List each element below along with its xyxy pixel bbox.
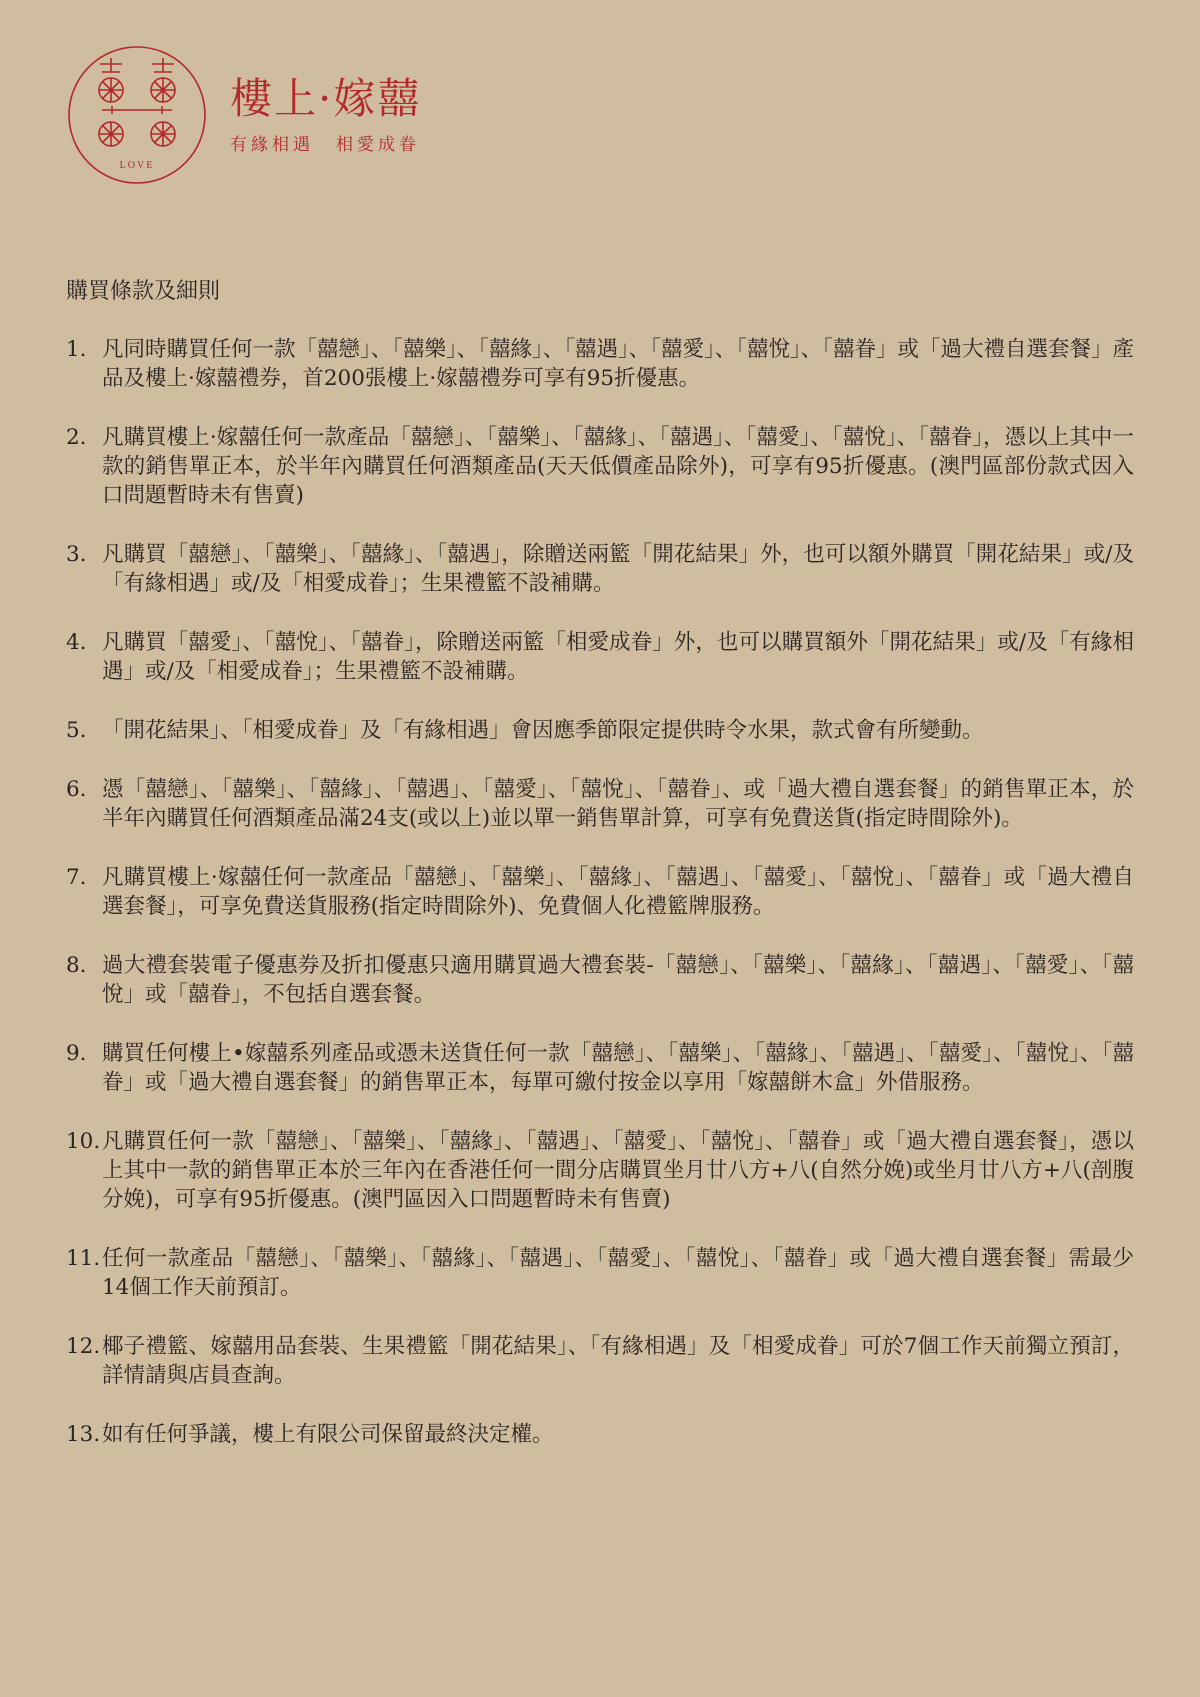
tagline-right: 相愛成眷 [336,135,420,155]
term-item [66,775,1134,833]
brand-header [66,42,486,192]
term-text: 凡購買任何一款「囍戀」、「囍樂」、「囍緣」、「囍遇」、「囍愛」、「囍悅」、「囍眷」或「過大禮自選套餐」，憑以上其中一款的銷售單正本於三年內在香港任何一間分店購買坐月廿八方+八(自然分娩)或坐月廿八方+八(剖腹分娩)，可享有95折優惠。(澳門區因入口問題暫時未有售賣) [102,1129,1134,1212]
term-item [66,540,1134,598]
term-text: 凡購買「囍戀」、「囍樂」、「囍緣」、「囍遇」，除贈送兩籃「開花結果」外，也可以額外購買「開花結果」或/及「有緣相遇」或/及「相愛成眷」；生果禮籃不設補購。 [102,542,1134,596]
term-text: 任何一款產品「囍戀」、「囍樂」、「囍緣」、「囍遇」、「囍愛」、「囍悅」、「囍眷」或「過大禮自選套餐」需最少14個工作天前預訂。 [102,1246,1134,1300]
term-item [66,1244,1134,1302]
term-text: 購買任何樓上•嫁囍系列產品或憑未送貨任何一款「囍戀」、「囍樂」、「囍緣」、「囍遇」、「囍愛」、「囍悅」、「囍眷」或「過大禮自選套餐」的銷售單正本，每單可繳付按金以享用「嫁囍餅木盒」外借服務。 [102,1041,1134,1095]
term-item [66,951,1134,1009]
logo-badge-text: LOVE [119,160,155,171]
term-number: 4. [66,630,87,655]
term-item [66,1127,1134,1214]
term-number: 9. [66,1041,87,1066]
term-item [66,863,1134,921]
term-item [66,335,1134,393]
term-item [66,423,1134,510]
document-title: 購買條款及細則 [66,279,221,304]
term-text: 憑「囍戀」、「囍樂」、「囍緣」、「囍遇」、「囍愛」、「囍悅」、「囍眷」、或「過大禮自選套餐」的銷售單正本，於半年內購買任何酒類產品滿24支(或以上)並以單一銷售單計算，可享有免費送貨(指定時間除外)。 [102,777,1134,831]
term-number: 10. [66,1129,101,1154]
double-happiness-logo [66,42,208,188]
term-text: 凡購買樓上·嫁囍任何一款產品「囍戀」、「囍樂」、「囍緣」、「囍遇」、「囍愛」、「囍悅」、「囍眷」或「過大禮自選套餐」，可享免費送貨服務(指定時間除外)、免費個人化禮籃牌服務。 [102,865,1134,919]
term-item [66,1039,1134,1097]
term-item [66,1420,1134,1449]
term-number: 6. [66,777,87,802]
terms-list [66,335,1134,1449]
term-number: 5. [66,718,87,743]
term-number: 2. [66,425,87,450]
term-item [66,628,1134,686]
brand-tagline [230,130,421,155]
term-number: 1. [66,337,87,362]
term-text: 過大禮套裝電子優惠券及折扣優惠只適用購買過大禮套裝-「囍戀」、「囍樂」、「囍緣」、「囍遇」、「囍愛」、「囍悅」或「囍眷」，不包括自選套餐。 [102,953,1134,1007]
term-number: 3. [66,542,87,567]
brand-block [230,74,422,155]
brand-name: 樓上·嫁囍 [230,74,422,123]
term-text: 「開花結果」、「相愛成眷」及「有緣相遇」會因應季節限定提供時令水果，款式會有所變動。 [102,718,984,743]
term-item [66,716,1134,745]
term-text: 凡同時購買任何一款「囍戀」、「囍樂」、「囍緣」、「囍遇」、「囍愛」、「囍悅」、「囍眷」或「過大禮自選套餐」產品及樓上·嫁囍禮券，首200張樓上·嫁囍禮券可享有95折優惠。 [102,337,1135,391]
term-text: 凡購買樓上·嫁囍任何一款產品「囍戀」、「囍樂」、「囍緣」、「囍遇」、「囍愛」、「囍悅」、「囍眷」，憑以上其中一款的銷售單正本，於半年內購買任何酒類產品(天天低價產品除外)，可享有95折優惠。(澳門區部份款式因入口問題暫時未有售賣) [102,425,1134,508]
term-number: 13. [66,1422,101,1447]
term-text: 如有任何爭議，樓上有限公司保留最終決定權。 [102,1422,554,1447]
term-number: 7. [66,865,87,890]
term-number: 8. [66,953,87,978]
term-text: 凡購買「囍愛」、「囍悅」、「囍眷」，除贈送兩籃「相愛成眷」外，也可以購買額外「開花結果」或/及「有緣相遇」或/及「相愛成眷」；生果禮籃不設補購。 [102,630,1134,684]
tagline-left: 有緣相遇 [230,135,314,155]
term-item [66,1332,1134,1390]
term-number: 12. [66,1334,101,1359]
term-text: 椰子禮籃、嫁囍用品套裝、生果禮籃「開花結果」、「有緣相遇」及「相愛成眷」可於7個工作天前獨立預訂，詳情請與店員查詢。 [102,1334,1134,1388]
terms-document [66,274,1134,1479]
term-number: 11. [66,1246,101,1271]
